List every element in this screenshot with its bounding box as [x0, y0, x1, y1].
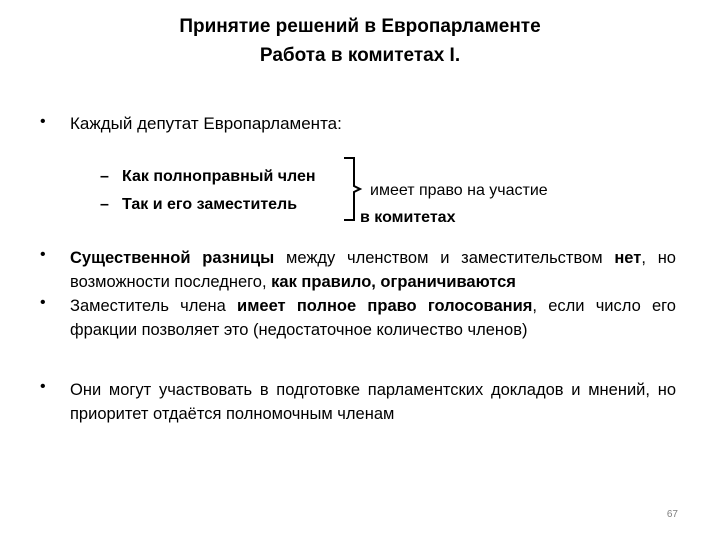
bullet-marker: •	[40, 246, 46, 263]
subitem-text: Как полноправный член	[122, 168, 316, 185]
bullet-marker: •	[40, 378, 46, 395]
bullet-1-text: Каждый депутат Европарламента:	[70, 114, 342, 133]
text: , но возможности последнего,	[70, 249, 676, 291]
text: , если число его фракции позволяет это (недостаточное количество членов)	[70, 297, 676, 339]
rights-text-line-2: в комитетах	[360, 209, 456, 226]
dash-marker: –	[100, 196, 109, 213]
bullet-2-paragraph	[70, 246, 676, 294]
text: между членством и заместительством	[274, 249, 615, 267]
emphasis: Существенной разницы	[70, 249, 275, 267]
page-number: 67	[666, 509, 678, 520]
subitem-text: Так и его заместитель	[122, 196, 298, 213]
title-line-1: Принятие решений в Европарламенте	[179, 16, 541, 37]
dash-marker: –	[100, 168, 109, 185]
text: Заместитель члена	[70, 297, 238, 315]
slide-title	[0, 12, 720, 70]
bullet-3-paragraph	[70, 294, 676, 342]
emphasis: нет	[614, 249, 642, 267]
bullet-marker: •	[40, 294, 46, 311]
emphasis: как правило, ограничиваются	[271, 273, 516, 291]
emphasis: имеет полное право голосования	[237, 297, 533, 315]
subitem-substitute	[100, 194, 297, 215]
rights-text-line-1: имеет право на участие	[370, 182, 548, 199]
subitem-full-member	[100, 166, 316, 187]
title-line-2: Работа в комитетах I.	[259, 45, 461, 66]
bullet-marker: •	[40, 113, 46, 130]
bullet-4-paragraph: Они могут участвовать в подготовке парламентских докладов и мнений, но приоритет отдаётся полномочным членам	[70, 381, 676, 423]
